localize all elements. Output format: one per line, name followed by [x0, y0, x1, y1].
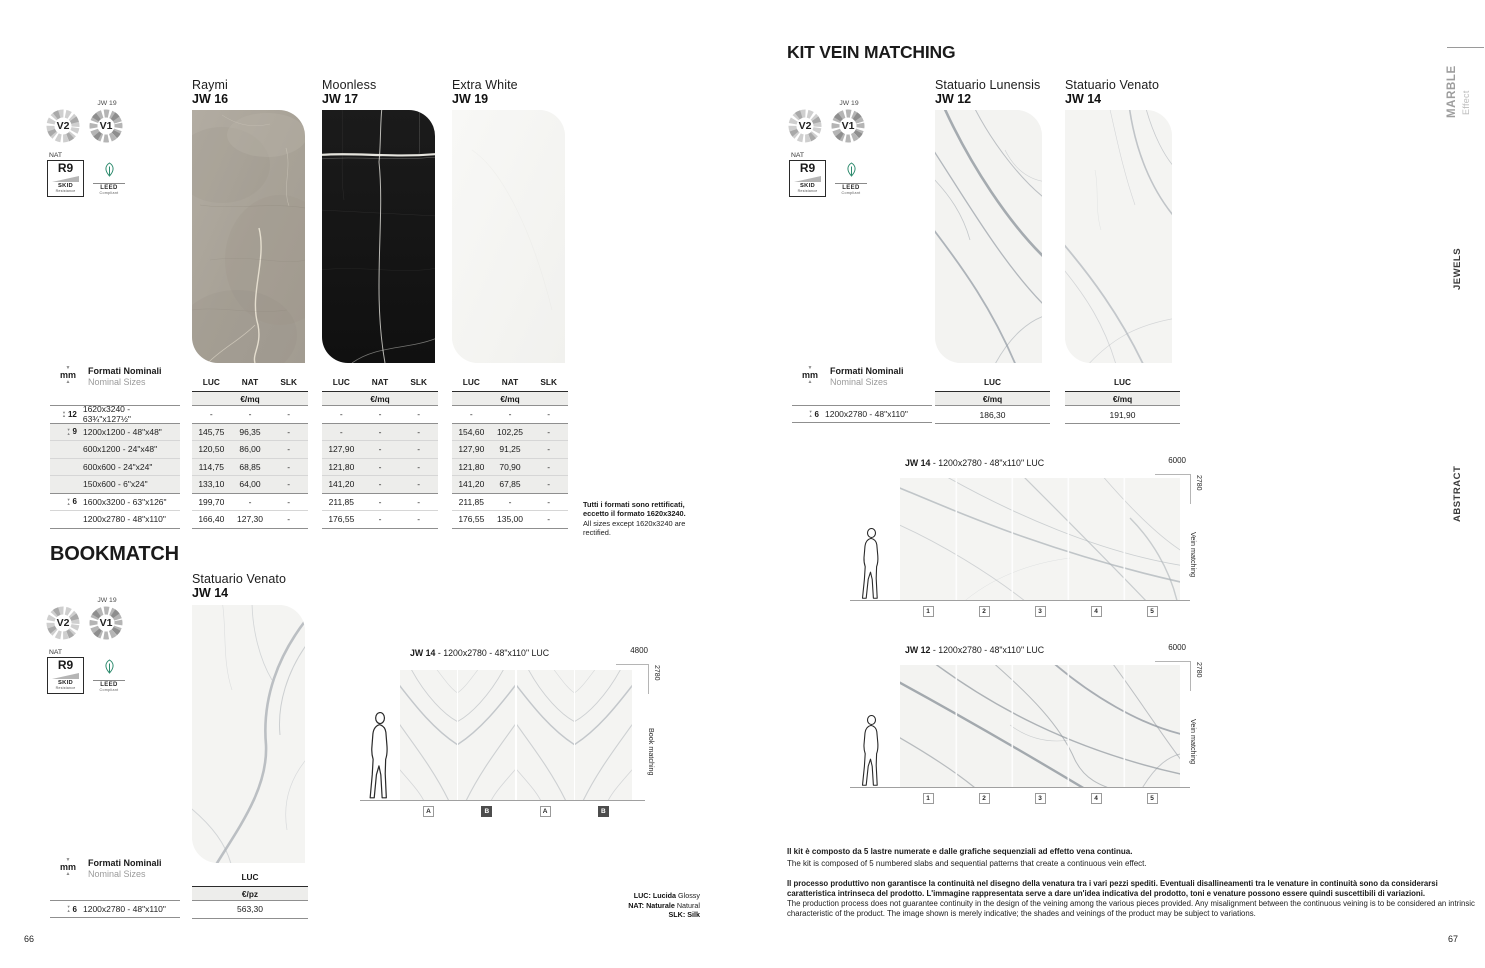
- human-scale-figure: [856, 528, 886, 600]
- price-row: 121,80 70,90 -: [452, 459, 568, 477]
- slab-number-1: 1: [923, 606, 934, 617]
- product-name: Statuario Venato: [1065, 78, 1160, 92]
- finish-tag: NAT: [49, 649, 63, 656]
- width-dimension: 4800: [630, 646, 648, 655]
- price-row: 154,60 102,25 -: [452, 424, 568, 442]
- page-number-right: 67: [1448, 934, 1459, 944]
- thickness-mm-icon: ▼ mm ▲: [59, 365, 76, 385]
- slab-number-4: 4: [1091, 606, 1102, 617]
- size-table-title-it: Formati Nominali: [88, 858, 162, 868]
- finish-column-header: NAT: [371, 377, 389, 387]
- size-row: ▼ ▲ 9 1200x1200 - 48"x48": [50, 424, 180, 442]
- price-row: - - -: [452, 406, 568, 424]
- product-code: JW 19: [452, 92, 489, 106]
- marble-swatch-moonless: [322, 110, 435, 363]
- finish-column-header: LUC: [462, 377, 480, 387]
- height-dimension: 2780: [1195, 475, 1202, 491]
- leed-compliant-icon: LEED Compliant: [93, 162, 125, 195]
- price-row: 166,40 127,30 -: [192, 511, 308, 529]
- left-size-column: [50, 405, 180, 529]
- slab-panel-a: [517, 670, 574, 800]
- product-name: Extra White: [452, 78, 518, 92]
- vein-matching-diagram-jw14: [850, 454, 1212, 629]
- size-table-title-it: Formati Nominali: [830, 366, 904, 376]
- height-dimension: 2780: [653, 665, 660, 681]
- size-row: 600x1200 - 24"x48": [50, 441, 180, 459]
- rectified-note: Tutti i formati sono rettificati, eccetto il formato 1620x3240. All sizes except 1620x3240 are rectified.: [583, 500, 686, 537]
- production-disclaimer: Il processo produttivo non garantisce la continuità nel disegno della venatura tra i vari pezzi spediti. Eventuali disallineamenti tra le venature in continuità sono da considerarsi caratteristica intrinseca del prodotto. L'immagine rappresentata serve a dare un'idea indicativa del prodotto, toni e venature possono essere quindi suscettibili di variazioni. The production process does not guarantee continuity in the design of the veining among the various pieces provided. Any misalignment between the continuous veining is to be considered an intrinsic characteristic of the product. The image shown is merely indicative; the shades and veinings of the product may be subject to variations.: [787, 879, 1475, 918]
- certification-badges: [45, 597, 137, 697]
- price-row: 199,70 - -: [192, 494, 308, 512]
- collection-ref-label: JW 19: [97, 597, 117, 604]
- price-row: 114,75 68,85 -: [192, 459, 308, 477]
- product-name: Moonless: [322, 78, 377, 92]
- price-row: 141,20 - -: [322, 476, 438, 494]
- bookmatch-size-row: ▼ ▲ 6 1200x2780 - 48"x110": [50, 900, 180, 918]
- product-name: Statuario Venato: [192, 572, 287, 586]
- finish-column-header: SLK: [540, 377, 557, 387]
- finish-column-header: LUC: [332, 377, 350, 387]
- product-code: JW 14: [1065, 92, 1102, 106]
- shade-variation-v1-icon: V1: [831, 109, 865, 143]
- slab-label-a: A: [423, 806, 434, 817]
- leed-compliant-icon: LEED Compliant: [93, 659, 125, 692]
- finish-column-header: LUC: [202, 377, 220, 387]
- certification-badges: [45, 100, 137, 200]
- kit-size-row: ▼ ▲ 6 1200x2780 - 48"x110": [792, 405, 932, 423]
- slab-number-1: 1: [923, 793, 934, 804]
- shade-variation-v2-icon: V2: [46, 606, 80, 640]
- thickness-mm-icon: ▼ mm ▲: [59, 857, 76, 877]
- finish-column-header: NAT: [501, 377, 519, 387]
- slab-number-3: 3: [1035, 606, 1046, 617]
- price-row: 176,55 135,00 -: [452, 511, 568, 529]
- size-row: 600x600 - 24"x24": [50, 459, 180, 477]
- kit-vein-matching-heading: KIT VEIN MATCHING: [787, 42, 956, 62]
- bookmatch-heading: BOOKMATCH: [50, 543, 179, 565]
- slab-number-3: 3: [1035, 793, 1046, 804]
- marble-swatch-raymi: [192, 110, 305, 363]
- price-row: 127,90 - -: [322, 441, 438, 459]
- diagram-title: JW 14 - 1200x2780 - 48"x110" LUC: [905, 458, 1045, 468]
- slab-label-b: B: [481, 806, 492, 817]
- price-unit-band: €/mq: [192, 391, 308, 405]
- slab-panel-b: [575, 670, 632, 800]
- marble-swatch-statuario-venato: [192, 605, 305, 863]
- price-row: 133,10 64,00 -: [192, 476, 308, 494]
- finish-tag: NAT: [791, 152, 805, 159]
- price-row: - - -: [192, 406, 308, 424]
- finish-column-header: SLK: [410, 377, 427, 387]
- human-scale-figure: [856, 715, 886, 787]
- catalog-spread: JW 19 V2 V1 NAT R9 SKID Resistance LEED Compliant Raymi JW 16 Moonless JW 17 Extra White JW 19 ▼ mm ▲ Formati Nominali Nominal Sizes ▼ ▲ 12 1620x3240 - 63¾"x127½" ▼ ▲ 9 1200x1200 - 48"x48" 600x1200 - 24"x48" 600x600 - 24"x24" 150x600 - 6"x24" ▼ ▲ 6 1600x3200 - 63"x126" 1200x2780 - 48"x110" LUC NAT SLK €/mq - - - 145,75 96,35 - 120,50 86,00 - 114,75 68,85 - 133,10 64,00 - 199,70 - - 166,40 127,30 - LUC NAT SLK €/mq - - - - - - 127,90 - - 121,80 - - 141,20 - - 211,85 - - 176,55 - - LUC NAT SLK €/mq - - - 154,60 102,25 - 127,90 91,25 - 121,80 70,90 - 141,20 67,85 - 211,85 - - 176,55 135,00 - Tutti i formati sono rettificati, eccetto il formato 1620x3240. All sizes except 1620x3240 are rectified. BOOKMATCH JW 19 V2 V1 NAT R9 SKID Resistance LEED Compliant Statuario Venato JW 14 JW 14 - 1200x2780 - 48"x110" LUC 4800 2780 Book matching A B A B ▼ mm ▲ Formati Nominali Nominal Sizes ▼ ▲ 6 1200x2780 - 48"x110" LUC €/pz 563,30 LUC: Lucida Glossy NAT: Naturale Natural SLK: Silk 66 KIT VEIN MATCHING JW 19 V2 V1 NAT R9 SKID Resistance LEED Compliant Statuario Lunensis JW 12 Statuario Venato JW 14 ▼ mm ▲ Formati Nominali Nominal Sizes ▼ ▲ 6 1200x2780 - 48"x110" LUC €/mq 186,30 LUC €/mq 191,90 JW 14 - 1200x2780 - 48"x110" LUC 6000 2780 Vein matching 1 2 3 4 5 JW 12 - 1200x2780 - 48"x110" LUC 6000 2780 Vein matching 1 2 3 4 5 Il kit è composto da 5 lastre numerate e dalle grafiche sequenziali ad effetto vena continua. The kit is composed of 5 numbered slabs and sequential patterns that create a continuous vein effect. Il processo produttivo non garantisce la continuità nel disegno della venatura tra i vari pezzi spediti. Eventuali disallineamenti tra le venature in continuità sono da considerarsi caratteristica intrinseca del prodotto. L'immagine rappresentata serve a dare un'idea indicativa del prodotto, toni e venature possono essere quindi suscettibili di variazioni. The production process does not guarantee continuity in the design of the veining among the various pieces provided. Any misalignment between the continuous veining is to be considered an intrinsic characteristic of the product. The image shown is merely indicative; the shades and veinings of the product may be subject to variations. 67 MARBLE Effect JEWELS ABSTRACT: [0, 0, 1485, 968]
- bookmatch-diagram: [360, 642, 670, 832]
- human-scale-figure: [363, 712, 396, 800]
- price-row: 127,90 91,25 -: [452, 441, 568, 459]
- leed-compliant-icon: LEED Compliant: [835, 162, 867, 195]
- product-name: Raymi: [192, 78, 228, 92]
- kit-note-it: Il kit è composto da 5 lastre numerate e dalle grafiche sequenziali ad effetto vena continua.: [787, 847, 1133, 856]
- slip-resistance-r9-icon: R9 SKID Resistance: [47, 657, 84, 694]
- bookmatch-side-label: Book matching: [647, 728, 656, 776]
- price-unit-band: €/mq: [322, 391, 438, 405]
- slip-resistance-r9-icon: R9 SKID Resistance: [47, 160, 84, 197]
- height-dimension: 2780: [1195, 662, 1202, 678]
- product-name: Statuario Lunensis: [935, 78, 1041, 92]
- price-row: - - -: [322, 424, 438, 442]
- slab-label-b: B: [598, 806, 609, 817]
- price-row: 121,80 - -: [322, 459, 438, 477]
- price-row: 141,20 67,85 -: [452, 476, 568, 494]
- marble-swatch-extra-white: [452, 110, 565, 363]
- sidebar-tick-line: [1447, 47, 1484, 48]
- price-row: 120,50 86,00 -: [192, 441, 308, 459]
- thickness-mm-icon: ▼ mm ▲: [801, 365, 818, 385]
- collection-ref-label: JW 19: [97, 100, 117, 107]
- shade-variation-v1-icon: V1: [89, 606, 123, 640]
- size-row: 1200x2780 - 48"x110": [50, 511, 180, 529]
- price-unit-band: €/mq: [452, 391, 568, 405]
- width-dimension: 6000: [1168, 456, 1186, 465]
- product-code: JW 16: [192, 92, 229, 106]
- diagram-title: JW 12 - 1200x2780 - 48"x110" LUC: [905, 645, 1045, 655]
- size-table-title-en: Nominal Sizes: [88, 869, 146, 879]
- vein-matching-side-label: Vein matching: [1189, 532, 1198, 578]
- slab-panel-a: [400, 670, 457, 800]
- sidebar-collection-sub: Effect: [1461, 90, 1471, 115]
- finish-tag: NAT: [49, 152, 63, 159]
- price-row: - - -: [322, 406, 438, 424]
- size-row: ▼ ▲ 6 1600x3200 - 63"x126": [50, 494, 180, 512]
- slab-number-4: 4: [1091, 793, 1102, 804]
- marble-swatch-statuario-venato: [1065, 110, 1172, 363]
- slab-number-5: 5: [1147, 793, 1158, 804]
- finish-column-header: SLK: [280, 377, 297, 387]
- price-row: 211,85 - -: [322, 494, 438, 512]
- size-row: ▼ ▲ 12 1620x3240 - 63¾"x127½": [50, 406, 180, 424]
- vein-matching-side-label: Vein matching: [1189, 719, 1198, 765]
- shade-variation-v1-icon: V1: [89, 109, 123, 143]
- product-code: JW 14: [192, 586, 229, 600]
- width-dimension: 6000: [1168, 643, 1186, 652]
- shade-variation-v2-icon: V2: [46, 109, 80, 143]
- slab-number-5: 5: [1147, 606, 1158, 617]
- product-code: JW 17: [322, 92, 359, 106]
- marble-swatch-statuario-lunensis: [935, 110, 1042, 363]
- slip-resistance-r9-icon: R9 SKID Resistance: [789, 160, 826, 197]
- collection-ref-label: JW 19: [839, 100, 859, 107]
- size-row: 150x600 - 6"x24": [50, 476, 180, 494]
- finish-legend: LUC: Lucida Glossy NAT: Naturale Natural SLK: Silk: [628, 891, 700, 919]
- kit-slab-graphic: [900, 665, 1180, 787]
- slab-number-2: 2: [979, 606, 990, 617]
- price-row: 145,75 96,35 -: [192, 424, 308, 442]
- price-row: 176,55 - -: [322, 511, 438, 529]
- sidebar-section-abstract: ABSTRACT: [1452, 465, 1463, 522]
- diagram-title: JW 14 - 1200x2780 - 48"x110" LUC: [410, 648, 550, 658]
- vein-matching-diagram-jw12: [850, 641, 1212, 816]
- price-row: 211,85 - -: [452, 494, 568, 512]
- certification-badges: [787, 100, 879, 200]
- kit-slab-graphic: [900, 478, 1180, 600]
- sidebar-section-jewels: JEWELS: [1452, 247, 1463, 290]
- finish-column-header: NAT: [241, 377, 259, 387]
- shade-variation-v2-icon: V2: [788, 109, 822, 143]
- kit-note-en: The kit is composed of 5 numbered slabs and sequential patterns that create a continuous vein effect.: [787, 859, 1147, 868]
- product-code: JW 12: [935, 92, 972, 106]
- size-table-title-it: Formati Nominali: [88, 366, 162, 376]
- sidebar-collection-label: MARBLE: [1446, 65, 1458, 118]
- slab-number-2: 2: [979, 793, 990, 804]
- slab-panel-b: [458, 670, 515, 800]
- size-table-title-en: Nominal Sizes: [88, 377, 146, 387]
- size-table-title-en: Nominal Sizes: [830, 377, 888, 387]
- slab-label-a: A: [540, 806, 551, 817]
- page-number-left: 66: [24, 934, 35, 944]
- bookmatch-slabs: [400, 670, 632, 800]
